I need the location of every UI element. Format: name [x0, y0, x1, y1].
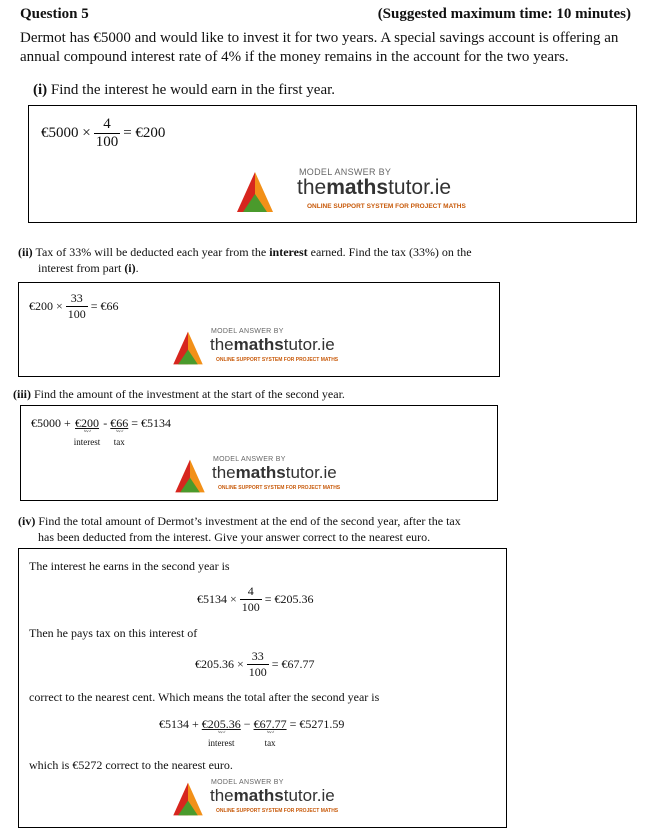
- tagline: ONLINE SUPPORT SYSTEM FOR PROJECT MATHS: [307, 203, 466, 210]
- part-iv-answer-box: [18, 548, 507, 828]
- part-i-lhs: €5000 ×: [41, 125, 91, 141]
- part-ii-label: (ii): [18, 245, 33, 259]
- part-ii-lhs: €200 ×: [29, 299, 63, 313]
- part-iv-sentence-1: The interest he earns in the second year is: [29, 559, 230, 573]
- part-i-label: (i): [33, 82, 48, 98]
- part-iii-question: (iii) Find the amount of the investment at the start of the second year.: [13, 387, 345, 401]
- part-iv-equation-3: €5134 + €205.36 ︸ interest − €67.77 ︸ tax = €5271.59: [159, 717, 345, 748]
- part-iv-sentence-2: Then he pays tax on this interest of: [29, 626, 198, 640]
- triangle-logo-icon: [173, 458, 207, 494]
- interest-underbrace: €205.36 ︸ interest: [201, 717, 241, 748]
- part-iii-equation: €5000 + €200 ︸ interest - €66 ︸ tax = €5134: [31, 416, 172, 447]
- triangle-logo-icon: [235, 170, 275, 214]
- part-i-rhs: = €200: [123, 125, 166, 141]
- suggested-time: (Suggested maximum time: 10 minutes): [377, 6, 631, 22]
- triangle-logo-icon: [171, 781, 205, 817]
- part-iii-answer-box: [20, 405, 498, 501]
- question-intro: Dermot has €5000 and would like to invest it for two years. A special savings account is offering an annual compound interest rate of 4% if the money remains in the account for the two years.: [20, 30, 619, 65]
- part-ii-answer-box: [18, 282, 500, 377]
- part-ii-fraction: $\frac{33}{100}$: [67, 291, 86, 321]
- brand-name: themathstutor.ie: [297, 176, 452, 199]
- triangle-logo-icon: [171, 330, 205, 366]
- watermark-logo: [235, 166, 465, 214]
- part-i-denominator: 100: [95, 134, 119, 150]
- part-iv-equation-2: €205.36 × $\frac{33}{100}$ = €67.77: [195, 649, 315, 679]
- part-i-text: Find the interest he would earn in the first year.: [50, 82, 336, 98]
- part-iv-question: (iv) Find the total amount of Dermot’s investment at the end of the second year, after the tax has been deducted from the interest. Give your answer correct to the nearest euro.: [18, 514, 461, 544]
- part-iv-label: (iv): [18, 514, 36, 528]
- model-answer-label: MODEL ANSWER BY: [299, 167, 392, 177]
- question-title: Question 5: [20, 6, 89, 22]
- part-ii-rhs: = €66: [90, 299, 119, 313]
- part-i-fraction: [94, 116, 121, 151]
- part-iii-label: (iii): [13, 387, 31, 401]
- watermark-logo: MODEL ANSWER BY themathstutor.ie ONLINE SUPPORT SYSTEM FOR PROJECT MATHS: [171, 779, 361, 817]
- part-i-equation: [41, 116, 165, 151]
- interest-underbrace: €200 ︸ interest: [73, 416, 101, 447]
- part-ii-equation: [29, 291, 119, 322]
- watermark-logo: MODEL ANSWER BY themathstutor.ie ONLINE SUPPORT SYSTEM FOR PROJECT MATHS: [171, 328, 361, 366]
- part-ii-question: (ii) Tax of 33% will be deducted each year from the interest earned. Find the tax (33%) on the interest from part (i).: [18, 245, 472, 275]
- part-i-question: [33, 81, 335, 100]
- tax-underbrace: €67.77 ︸ tax: [253, 717, 287, 748]
- part-iv-equation-1: €5134 × $\frac{4}{100}$ = €205.36: [197, 584, 314, 614]
- part-iv-sentence-3: correct to the nearest cent. Which means the total after the second year is: [29, 690, 380, 704]
- part-i-answer-box: [28, 105, 637, 223]
- tax-underbrace: €66 ︸ tax: [110, 416, 129, 447]
- part-iv-sentence-4: which is €5272 correct to the nearest euro.: [29, 758, 233, 772]
- watermark-logo: MODEL ANSWER BY themathstutor.ie ONLINE SUPPORT SYSTEM FOR PROJECT MATHS: [173, 456, 363, 494]
- part-i-numerator: 4: [103, 116, 111, 132]
